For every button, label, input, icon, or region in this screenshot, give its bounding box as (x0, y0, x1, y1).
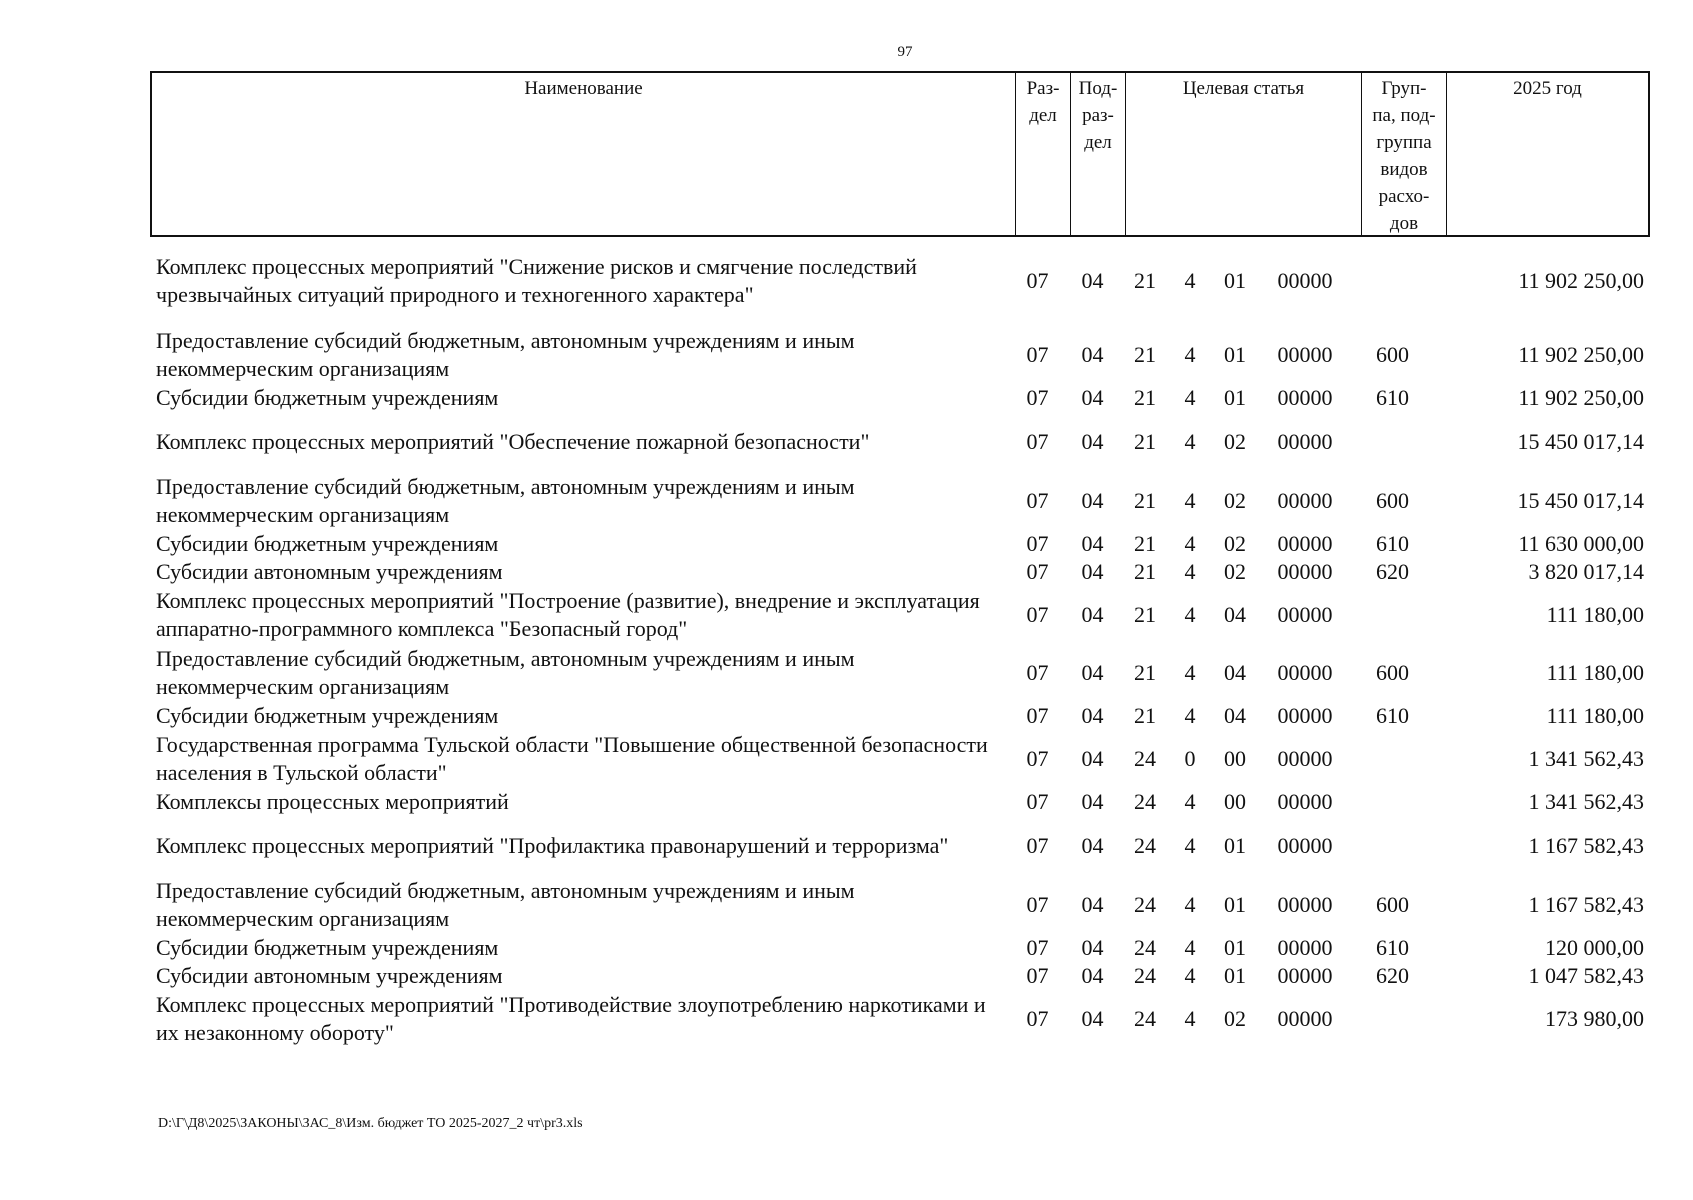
table-row (150, 962, 1650, 990)
row-target-1: 24 (1134, 833, 1156, 858)
row-target-2: 4 (1184, 429, 1196, 454)
row-amount: 15 450 017,14 (1517, 429, 1644, 454)
table-row (150, 326, 1650, 384)
row-podrazdel: 04 (1081, 602, 1104, 627)
row-podrazdel: 04 (1081, 963, 1104, 988)
row-target-2: 4 (1184, 488, 1196, 513)
row-target-1: 21 (1134, 268, 1156, 293)
row-target-4: 00000 (1277, 342, 1333, 367)
row-target-2: 0 (1184, 746, 1196, 771)
row-razdel: 07 (1026, 703, 1049, 728)
row-name: Субсидии бюджетным учреждениям (156, 385, 499, 410)
row-name: Комплекс процессных мероприятий "Снижение рисков и смягчение последствий чрезвычайных ситуаций природного и техногенного характера" (156, 254, 917, 307)
row-razdel: 07 (1026, 833, 1049, 858)
row-podrazdel: 04 (1081, 385, 1104, 410)
row-name: Государственная программа Тульской области "Повышение общественной безопасности населения в Тульской области" (156, 732, 988, 785)
row-target-4: 00000 (1277, 660, 1333, 685)
row-target-1: 24 (1134, 963, 1156, 988)
row-amount: 111 180,00 (1546, 602, 1644, 627)
header-name (152, 73, 1016, 235)
row-target-3: 04 (1224, 602, 1246, 627)
row-group: 610 (1376, 531, 1409, 556)
file-path-footer: D:\Г\Д8\2025\ЗАКОНЫ\ЗАС_8\Изм. бюджет ТО 2025-2027_2 чт\pr3.xls (158, 1116, 583, 1131)
row-target-3: 04 (1224, 660, 1246, 685)
header-group-line: па, под- (1372, 105, 1436, 126)
row-target-4: 00000 (1277, 892, 1333, 917)
table-row (150, 530, 1650, 558)
table-row (150, 990, 1650, 1048)
header-target-label: Целевая статья (1182, 78, 1305, 99)
row-target-1: 24 (1134, 1006, 1156, 1031)
row-podrazdel: 04 (1081, 833, 1104, 858)
row-name: Комплекс процессных мероприятий "Построение (развитие), внедрение и эксплуатация аппаратно-программного комплекса "Безопасный город" (156, 588, 980, 641)
row-name: Предоставление субсидий бюджетным, автономным учреждениям и иным некоммерческим организациям (156, 474, 855, 527)
row-name: Комплекс процессных мероприятий "Обеспечение пожарной безопасности" (156, 429, 870, 454)
row-amount: 1 047 582,43 (1528, 963, 1644, 988)
row-name: Субсидии бюджетным учреждениям (156, 531, 499, 556)
table-row (150, 384, 1650, 412)
row-target-1: 21 (1134, 602, 1156, 627)
row-razdel: 07 (1026, 559, 1049, 584)
row-name: Субсидии автономным учреждениям (156, 559, 503, 584)
row-target-3: 01 (1224, 342, 1246, 367)
row-target-4: 00000 (1277, 488, 1333, 513)
row-target-2: 4 (1184, 602, 1196, 627)
header-podrazdel-line: Под- (1078, 78, 1118, 99)
row-target-2: 4 (1184, 1006, 1196, 1031)
row-group: 610 (1376, 703, 1409, 728)
row-group: 610 (1376, 935, 1409, 960)
row-target-3: 01 (1224, 268, 1246, 293)
row-amount: 111 180,00 (1546, 660, 1644, 685)
row-target-3: 04 (1224, 703, 1246, 728)
row-amount: 1 341 562,43 (1528, 746, 1644, 771)
row-name: Комплексы процессных мероприятий (156, 789, 509, 814)
table-row (150, 702, 1650, 730)
header-razdel-line: дел (1029, 105, 1057, 126)
row-target-3: 00 (1224, 746, 1246, 771)
row-target-1: 24 (1134, 892, 1156, 917)
row-target-1: 21 (1134, 660, 1156, 685)
row-amount: 11 902 250,00 (1518, 268, 1644, 293)
row-target-2: 4 (1184, 963, 1196, 988)
row-target-1: 21 (1134, 488, 1156, 513)
row-name: Субсидии бюджетным учреждениям (156, 703, 499, 728)
row-target-2: 4 (1184, 385, 1196, 410)
row-name: Предоставление субсидий бюджетным, автономным учреждениям и иным некоммерческим организациям (156, 878, 855, 931)
row-podrazdel: 04 (1081, 789, 1104, 814)
row-podrazdel: 04 (1081, 935, 1104, 960)
row-podrazdel: 04 (1081, 746, 1104, 771)
row-group: 600 (1376, 892, 1409, 917)
row-name: Субсидии бюджетным учреждениям (156, 935, 499, 960)
row-razdel: 07 (1026, 789, 1049, 814)
row-razdel: 07 (1026, 342, 1049, 367)
row-amount: 173 980,00 (1545, 1006, 1644, 1031)
table-row (150, 934, 1650, 962)
row-podrazdel: 04 (1081, 342, 1104, 367)
row-podrazdel: 04 (1081, 703, 1104, 728)
row-target-1: 24 (1134, 935, 1156, 960)
row-target-4: 00000 (1277, 963, 1333, 988)
row-target-2: 4 (1184, 660, 1196, 685)
row-razdel: 07 (1026, 488, 1049, 513)
row-podrazdel: 04 (1081, 531, 1104, 556)
row-razdel: 07 (1026, 935, 1049, 960)
row-target-3: 02 (1224, 531, 1246, 556)
row-target-4: 00000 (1277, 935, 1333, 960)
row-target-1: 24 (1134, 746, 1156, 771)
table-row (150, 644, 1650, 702)
row-target-4: 00000 (1277, 268, 1333, 293)
header-group-line: видов (1380, 159, 1428, 180)
row-target-2: 4 (1184, 703, 1196, 728)
row-razdel: 07 (1026, 602, 1049, 627)
header-group (1362, 73, 1447, 235)
row-target-4: 00000 (1277, 602, 1333, 627)
row-amount: 111 180,00 (1546, 703, 1644, 728)
row-razdel: 07 (1026, 385, 1049, 410)
row-target-2: 4 (1184, 342, 1196, 367)
table-row (150, 472, 1650, 530)
table-row (150, 252, 1650, 310)
row-group: 620 (1376, 559, 1409, 584)
header-group-line: дов (1389, 213, 1419, 234)
row-razdel: 07 (1026, 660, 1049, 685)
row-group: 600 (1376, 660, 1409, 685)
row-razdel: 07 (1026, 746, 1049, 771)
row-target-3: 02 (1224, 488, 1246, 513)
row-target-4: 00000 (1277, 429, 1333, 454)
header-group-line: группа (1376, 132, 1432, 153)
row-amount: 11 902 250,00 (1518, 342, 1644, 367)
header-podrazdel-line: дел (1084, 132, 1112, 153)
row-razdel: 07 (1026, 429, 1049, 454)
row-target-4: 00000 (1277, 746, 1333, 771)
row-target-2: 4 (1184, 531, 1196, 556)
row-group: 600 (1376, 342, 1409, 367)
row-target-2: 4 (1184, 833, 1196, 858)
row-target-1: 21 (1134, 531, 1156, 556)
row-target-1: 21 (1134, 429, 1156, 454)
page-number: 97 (897, 44, 913, 60)
row-podrazdel: 04 (1081, 660, 1104, 685)
row-target-3: 01 (1224, 833, 1246, 858)
row-name: Комплекс процессных мероприятий "Профилактика правонарушений и терроризма" (156, 833, 949, 858)
row-target-4: 00000 (1277, 385, 1333, 410)
table-row (150, 876, 1650, 934)
row-razdel: 07 (1026, 892, 1049, 917)
row-name: Субсидии автономным учреждениям (156, 963, 503, 988)
row-target-3: 02 (1224, 559, 1246, 584)
row-razdel: 07 (1026, 531, 1049, 556)
row-podrazdel: 04 (1081, 488, 1104, 513)
row-target-3: 01 (1224, 385, 1246, 410)
row-target-2: 4 (1184, 268, 1196, 293)
row-target-1: 21 (1134, 342, 1156, 367)
row-amount: 120 000,00 (1545, 935, 1644, 960)
row-target-3: 00 (1224, 789, 1246, 814)
row-podrazdel: 04 (1081, 892, 1104, 917)
row-group: 620 (1376, 963, 1409, 988)
row-group: 610 (1376, 385, 1409, 410)
row-name: Комплекс процессных мероприятий "Противодействие злоупотреблению наркотиками и их незаконному обороту" (156, 992, 986, 1045)
row-target-1: 24 (1134, 789, 1156, 814)
row-target-4: 00000 (1277, 1006, 1333, 1031)
row-razdel: 07 (1026, 268, 1049, 293)
row-target-4: 00000 (1277, 531, 1333, 556)
row-target-2: 4 (1184, 789, 1196, 814)
row-target-2: 4 (1184, 892, 1196, 917)
row-group: 600 (1376, 488, 1409, 513)
table-body (150, 252, 1650, 1048)
header-razdel-line: Раз- (1026, 78, 1060, 99)
row-target-1: 21 (1134, 703, 1156, 728)
header-razdel (1016, 73, 1071, 235)
table-row (150, 788, 1650, 816)
table-header (150, 71, 1650, 237)
header-group-line: Груп- (1381, 78, 1427, 99)
row-amount: 1 341 562,43 (1528, 789, 1644, 814)
row-target-3: 02 (1224, 429, 1246, 454)
row-podrazdel: 04 (1081, 268, 1104, 293)
row-target-1: 21 (1134, 559, 1156, 584)
row-amount: 11 902 250,00 (1518, 385, 1644, 410)
table-row (150, 428, 1650, 456)
row-target-3: 01 (1224, 963, 1246, 988)
row-target-2: 4 (1184, 935, 1196, 960)
header-target (1126, 73, 1362, 235)
row-target-3: 01 (1224, 935, 1246, 960)
table-row (150, 730, 1650, 788)
row-amount: 3 820 017,14 (1528, 559, 1644, 584)
row-target-4: 00000 (1277, 789, 1333, 814)
header-group-line: расхо- (1378, 186, 1430, 207)
row-target-3: 02 (1224, 1006, 1246, 1031)
header-podrazdel-line: раз- (1082, 105, 1114, 126)
table-row (150, 832, 1650, 860)
row-razdel: 07 (1026, 1006, 1049, 1031)
row-target-4: 00000 (1277, 703, 1333, 728)
table-row (150, 558, 1650, 586)
row-podrazdel: 04 (1081, 429, 1104, 454)
row-podrazdel: 04 (1081, 1006, 1104, 1031)
row-amount: 15 450 017,14 (1517, 488, 1644, 513)
header-name-label: Наименование (524, 78, 643, 99)
row-amount: 11 630 000,00 (1518, 531, 1644, 556)
row-target-4: 00000 (1277, 833, 1333, 858)
row-amount: 1 167 582,43 (1528, 892, 1644, 917)
row-name: Предоставление субсидий бюджетным, автономным учреждениям и иным некоммерческим организациям (156, 328, 855, 381)
row-target-3: 01 (1224, 892, 1246, 917)
table-row (150, 586, 1650, 644)
header-podrazdel (1071, 73, 1126, 235)
row-target-1: 21 (1134, 385, 1156, 410)
header-year-label: 2025 год (1513, 78, 1582, 99)
header-year (1447, 73, 1648, 235)
row-podrazdel: 04 (1081, 559, 1104, 584)
row-name: Предоставление субсидий бюджетным, автономным учреждениям и иным некоммерческим организациям (156, 646, 855, 699)
row-target-4: 00000 (1277, 559, 1333, 584)
row-target-2: 4 (1184, 559, 1196, 584)
row-razdel: 07 (1026, 963, 1049, 988)
row-amount: 1 167 582,43 (1528, 833, 1644, 858)
